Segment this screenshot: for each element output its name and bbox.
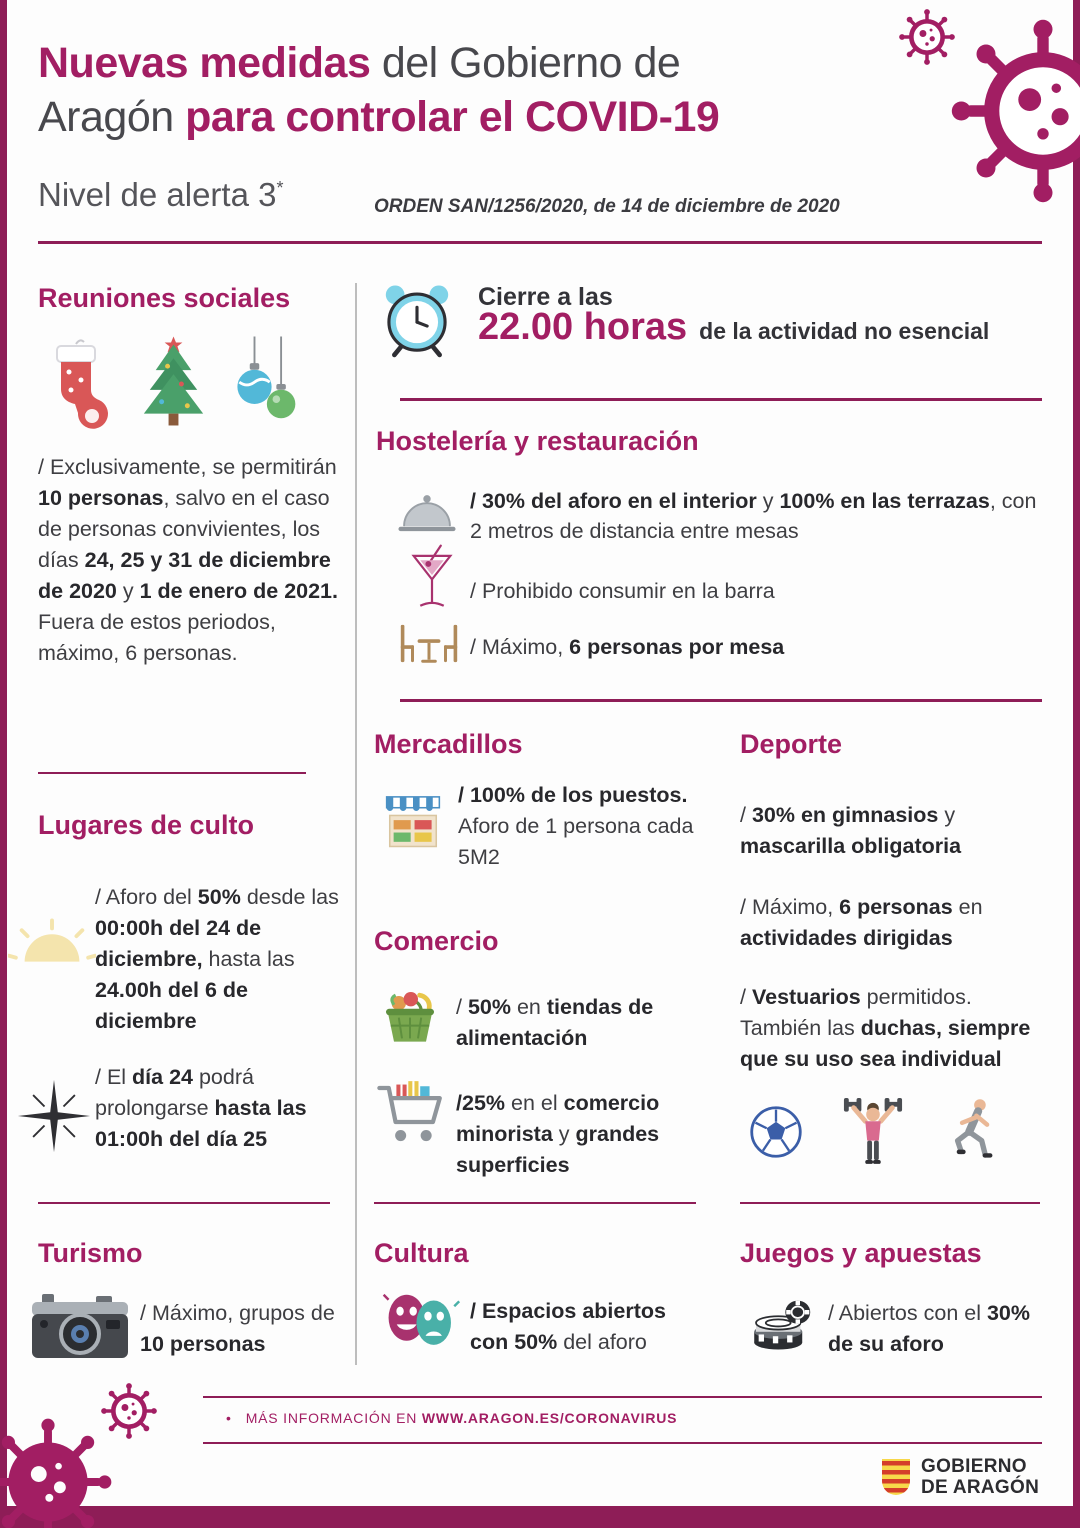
alert-asterisk: * xyxy=(276,178,284,198)
turismo-item-1: / Máximo, grupos de 10 personas xyxy=(140,1301,335,1356)
market-stall-icon xyxy=(382,792,444,856)
theater-masks-icon xyxy=(382,1288,460,1350)
banner-divider xyxy=(400,398,1042,401)
right-divider-2 xyxy=(740,1202,1040,1204)
closure-time-row xyxy=(478,306,989,349)
runner-icon xyxy=(946,1094,996,1166)
page-title-line1: Nuevas medidas del Gobierno de xyxy=(38,39,681,87)
christmas-baubles-icon xyxy=(226,335,302,433)
section-title-reuniones: Reuniones sociales xyxy=(38,283,291,313)
section-title-cultura: Cultura xyxy=(374,1238,469,1268)
footer-info xyxy=(226,1410,677,1426)
closure-suffix: de la actividad no esencial xyxy=(699,318,990,344)
mercadillos-item-1: / 100% de los puestos. Aforo de 1 persona cada 5M2 xyxy=(458,783,694,869)
section-title-juegos: Juegos y apuestas xyxy=(740,1238,982,1268)
alert-level: Nivel de alerta 3* xyxy=(38,176,284,213)
left-divider-2 xyxy=(38,1202,330,1204)
aragon-shield-icon xyxy=(880,1457,912,1497)
section-title-deporte: Deporte xyxy=(740,729,843,759)
footer-bullet: • xyxy=(226,1410,232,1426)
section-title-mercadillos: Mercadillos xyxy=(374,729,523,759)
section-title-culto: Lugares de culto xyxy=(38,810,255,840)
page-title-line2: Aragón para controlar el COVID-19 xyxy=(38,93,720,141)
page-title xyxy=(38,36,898,144)
closure-time: 22.00 horas xyxy=(478,306,688,348)
logo-line-2: DE ARAGÓN xyxy=(921,1477,1040,1499)
star-icon xyxy=(16,1078,92,1154)
footer-divider-top xyxy=(203,1396,1042,1398)
coronavirus-outline-icon xyxy=(100,1382,158,1440)
sunrise-icon xyxy=(8,918,96,968)
deporte-item-1: / 30% en gimnasios y mascarilla obligatoria xyxy=(740,803,962,858)
culto-item-2: / El día 24 podrá prolongarse hasta las 01:00h del día 25 xyxy=(95,1065,307,1151)
poker-chips-icon xyxy=(748,1292,812,1352)
page-border-bottom xyxy=(0,1506,1080,1528)
christmas-stocking-icon xyxy=(42,338,114,433)
shopping-cart-icon xyxy=(376,1080,444,1152)
soccer-ball-icon xyxy=(748,1104,804,1160)
deporte-item-3: / Vestuarios permitidos. También las duchas, siempre que su uso sea individual xyxy=(740,985,1031,1071)
camera-icon xyxy=(30,1290,130,1362)
order-reference: ORDEN SAN/1256/2020, de 14 de diciembre de 2020 xyxy=(374,196,840,217)
juegos-item-1: / Abiertos con el 30% de su aforo xyxy=(828,1301,1030,1356)
coronavirus-solid-icon xyxy=(0,1416,114,1528)
logo-line-1: GOBIERNO xyxy=(921,1456,1027,1477)
culto-item-1: / Aforo del 50% desde las 00:00h del 24 de diciembre, hasta las 24.00h del 6 de diciembre xyxy=(95,885,339,1033)
column-divider xyxy=(355,283,357,1365)
middle-divider-2 xyxy=(374,1202,696,1204)
deporte-item-2: / Máximo, 6 personas en actividades dirigidas xyxy=(740,895,983,950)
section-title-turismo: Turismo xyxy=(38,1238,143,1268)
cloche-icon xyxy=(396,492,458,538)
hosteleria-item-3: / Máximo, 6 personas por mesa xyxy=(470,635,785,659)
mid-divider xyxy=(400,699,1042,702)
hosteleria-item-1: / 30% del aforo en el interior y 100% en las terrazas, con 2 metros de distancia entre mesas xyxy=(470,489,1037,543)
table-chairs-icon xyxy=(396,622,462,668)
reuniones-text: / Exclusivamente, se permitirán 10 personas, salvo en el caso de personas convivientes, los días 24, 25 y 31 de diciembre de 2020 y 1 de enero de 2021. Fuera de estos periodos, máximo, 6 personas. xyxy=(38,455,338,665)
comercio-item-1: / 50% en tiendas de alimentación xyxy=(456,995,654,1050)
closure-label: Cierre a las xyxy=(478,283,613,311)
footer-info-link[interactable]: MÁS INFORMACIÓN EN WWW.ARAGON.ES/CORONAVIRUS xyxy=(245,1410,678,1426)
weightlifter-icon xyxy=(842,1092,904,1166)
page-border-left xyxy=(0,0,7,1528)
cocktail-icon xyxy=(410,540,454,618)
gobierno-aragon-logo xyxy=(880,1456,1039,1499)
cultura-item-1: / Espacios abiertos con 50% del aforo xyxy=(470,1299,666,1354)
section-title-comercio: Comercio xyxy=(374,926,499,956)
header-divider xyxy=(38,241,1042,244)
hosteleria-item-2: / Prohibido consumir en la barra xyxy=(470,579,775,603)
page-border-right xyxy=(1073,0,1080,1528)
footer-divider-bottom xyxy=(203,1442,1042,1444)
left-divider-1 xyxy=(38,772,306,774)
christmas-tree-icon xyxy=(132,332,216,432)
grocery-basket-icon xyxy=(378,984,442,1048)
comercio-item-2: /25% en el comercio minorista y grandes superficies xyxy=(456,1091,660,1177)
alarm-clock-icon xyxy=(378,278,456,360)
section-title-hosteleria: Hostelería y restauración xyxy=(376,426,699,456)
coronavirus-large-icon xyxy=(948,16,1080,206)
